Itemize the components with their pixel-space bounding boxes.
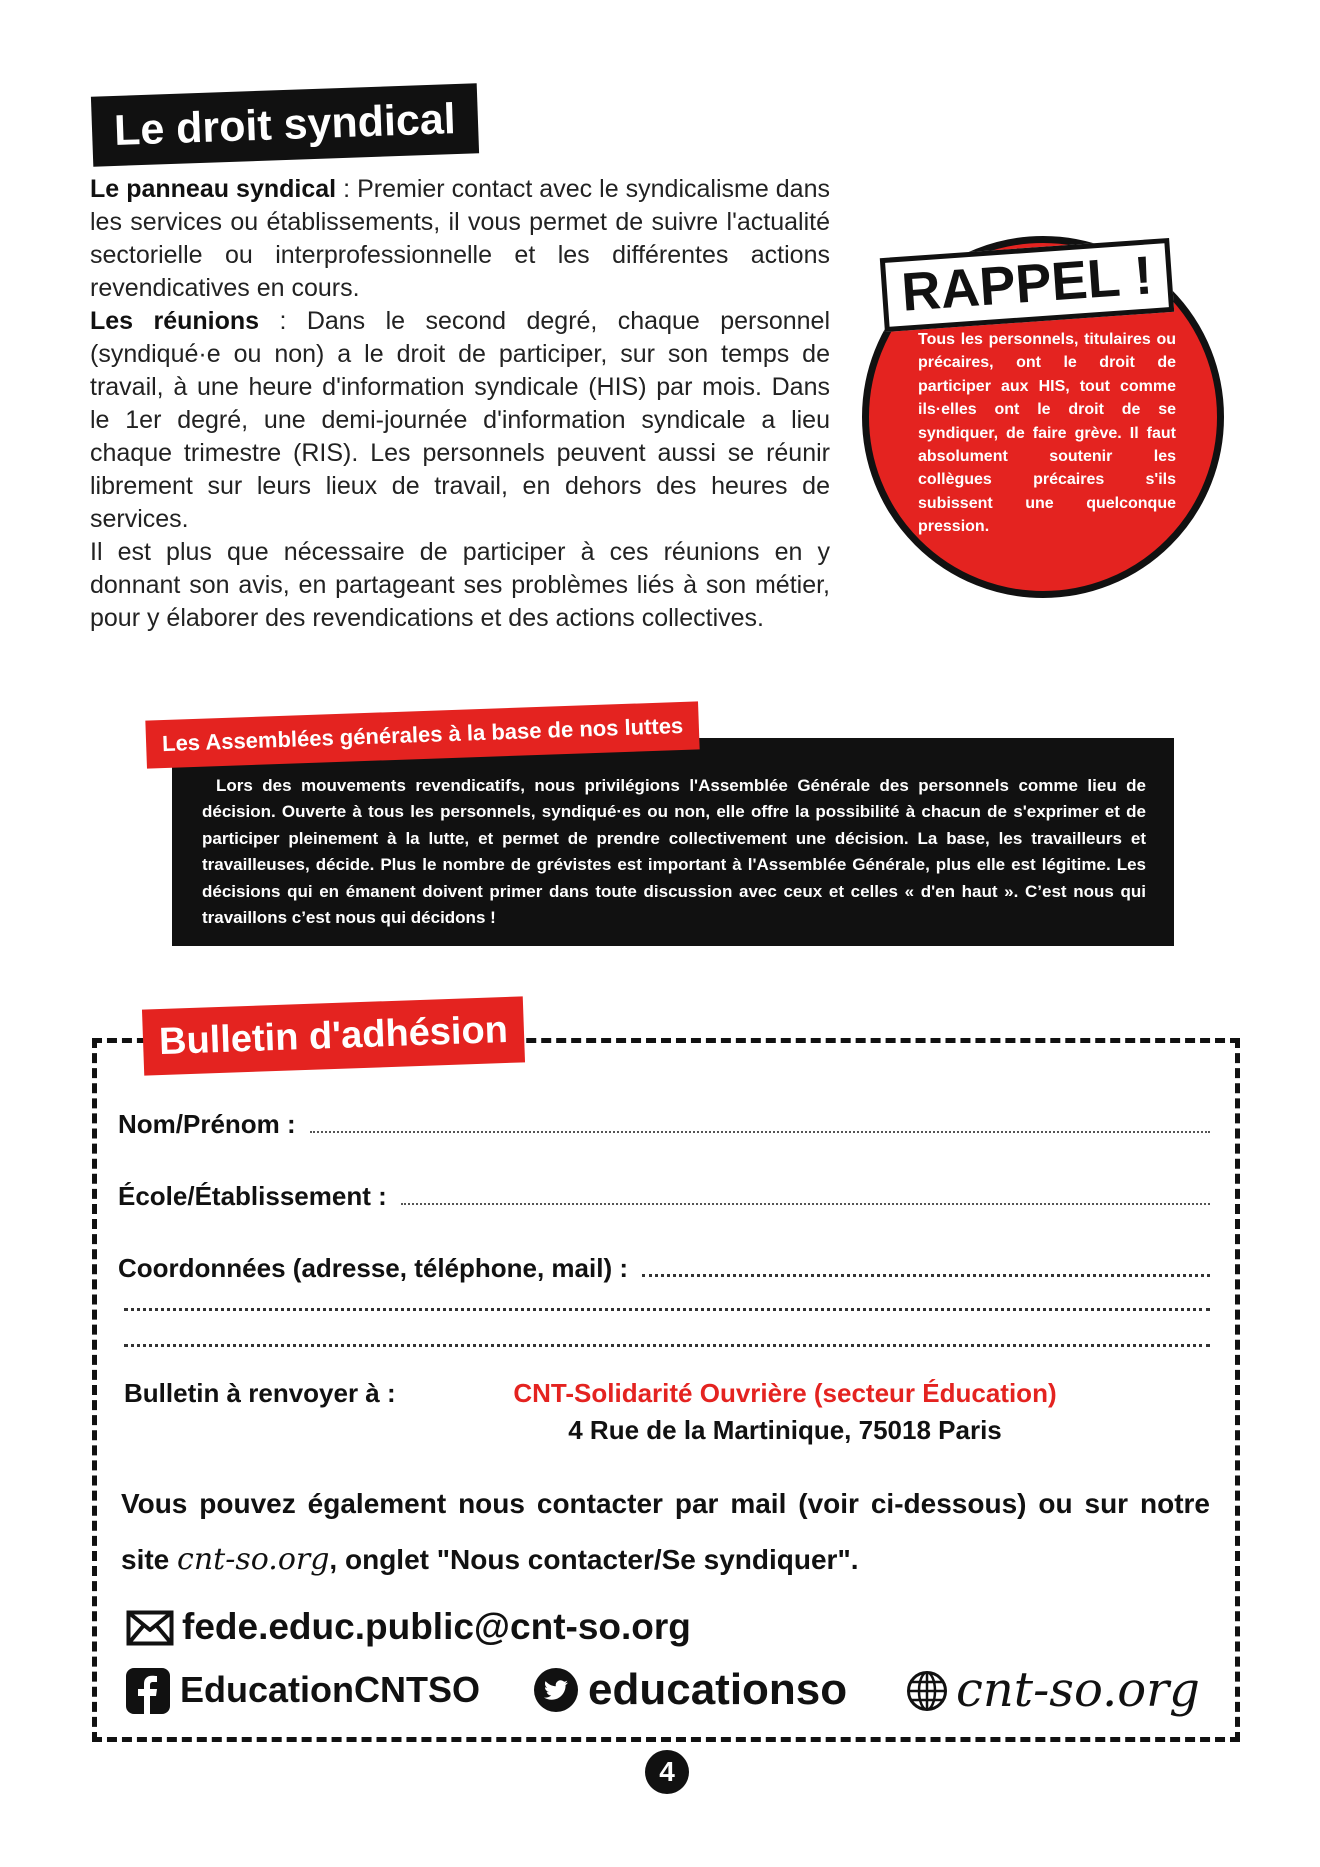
paragraph-lead: Les réunions xyxy=(90,307,260,335)
contact-field xyxy=(118,1250,1210,1286)
envelope-icon xyxy=(126,1610,174,1646)
contact-sentence-line-1: Vous pouvez également nous contacter par mail (voir ci-dessous) ou sur notre xyxy=(121,1488,1210,1519)
organisation-address: 4 Rue de la Martinique, 75018 Paris xyxy=(568,1415,1002,1445)
facebook-icon xyxy=(126,1668,170,1714)
paragraph-reunions xyxy=(90,305,830,536)
twitter-icon xyxy=(534,1668,578,1712)
contact-sentence-line-2 xyxy=(121,1540,1210,1580)
paragraph-panneau-syndical xyxy=(90,173,830,305)
paragraph-text: : Premier contact avec le syndicalisme dans les services ou établissements, il vous permet de suivre l'actualité sectorielle ou interprofessionnelle et les différentes actions revendicatives en cours. xyxy=(90,175,830,302)
paragraph-text: Il est plus que nécessaire de participer à ces réunions en y donnant son avis, en partageant ses problèmes liés à son métier, pour y élaborer des revendications et des actions collectives. xyxy=(90,538,830,632)
contact-site-name: cnt-so.org xyxy=(177,1542,330,1577)
assemblees-box xyxy=(172,738,1174,946)
rappel-text: Tous les personnels, titulaires ou précaires, ont le droit de participer aux HIS, tout comme ils·elles ont le droit de se syndiquer, de faire grève. Il faut absolument soutenir les collègues précaires s'ils subissent une quelconque pression. xyxy=(918,331,1176,536)
name-field-line xyxy=(310,1131,1210,1133)
school-field-line xyxy=(401,1203,1210,1205)
bulletin-title: Bulletin d'adhésion xyxy=(142,996,525,1075)
school-field xyxy=(118,1178,1210,1214)
name-field xyxy=(118,1106,1210,1142)
contact-field-label: Coordonnées (adresse, téléphone, mail) : xyxy=(118,1253,628,1283)
paragraph-lead: Le panneau syndical xyxy=(90,175,337,203)
contact-field-line-3 xyxy=(124,1344,1210,1347)
school-field-label: École/Établissement : xyxy=(118,1181,387,1211)
assemblees-label: Les Assemblées générales à la base de nos luttes xyxy=(145,701,700,768)
contact-email: fede.educ.public@cnt-so.org xyxy=(182,1606,691,1647)
contact-field-line xyxy=(642,1274,1210,1277)
facebook-handle: EducationCNTSO xyxy=(180,1669,481,1710)
twitter-handle: educationso xyxy=(588,1665,848,1714)
contact-sentence-suffix: , onglet "Nous contacter/Se syndiquer". xyxy=(329,1544,859,1575)
assemblees-text: Lors des mouvements revendicatifs, nous privilégions l'Assemblée Générale des personnels comme lieu de décision. Ouverte à tous les personnels, syndiqué·es ou non, elle offre la possibilité à chacun de s'exprimer et de participer pleinement à la lutte, et permet de prendre collectivement une décision. La base, les travailleurs et travailleuses, décide. Plus le nombre de grévistes est important à l'Assemblée Générale, plus elle est légitime. Les décisions qui en émanent doivent primer dans toute discussion avec ceux et celles « d'en haut ». C’est nous qui travaillons c’est nous qui décidons ! xyxy=(202,776,1146,928)
rappel-title: RAPPEL ! xyxy=(880,238,1174,332)
globe-icon xyxy=(906,1670,948,1712)
section-title-droit-syndical: Le droit syndical xyxy=(91,83,479,166)
paragraph-text: : Dans le second degré, chaque personnel (syndiqué·e ou non) a le droit de participer, sur son temps de travail, à une heure d'information syndicale (HIS) par mois. Dans le 1er degré, une demi-journée d'information syndicale a lieu chaque trimestre (RIS). Les personnels peuvent aussi se réunir librement sur leurs lieux de travail, en dehors des heures de services. xyxy=(90,307,830,533)
page-number: 4 xyxy=(645,1750,689,1794)
contact-field-line-2 xyxy=(124,1308,1210,1311)
send-to-label: Bulletin à renvoyer à : xyxy=(124,1378,396,1408)
contact-sentence-prefix: site xyxy=(121,1544,178,1575)
organisation-name: CNT-Solidarité Ouvrière (secteur Éducation) xyxy=(513,1378,1057,1408)
website-name: cnt-so.org xyxy=(956,1662,1200,1718)
paragraph-participation xyxy=(90,536,830,635)
droit-syndical-body xyxy=(90,173,830,635)
name-field-label: Nom/Prénom : xyxy=(118,1109,296,1139)
